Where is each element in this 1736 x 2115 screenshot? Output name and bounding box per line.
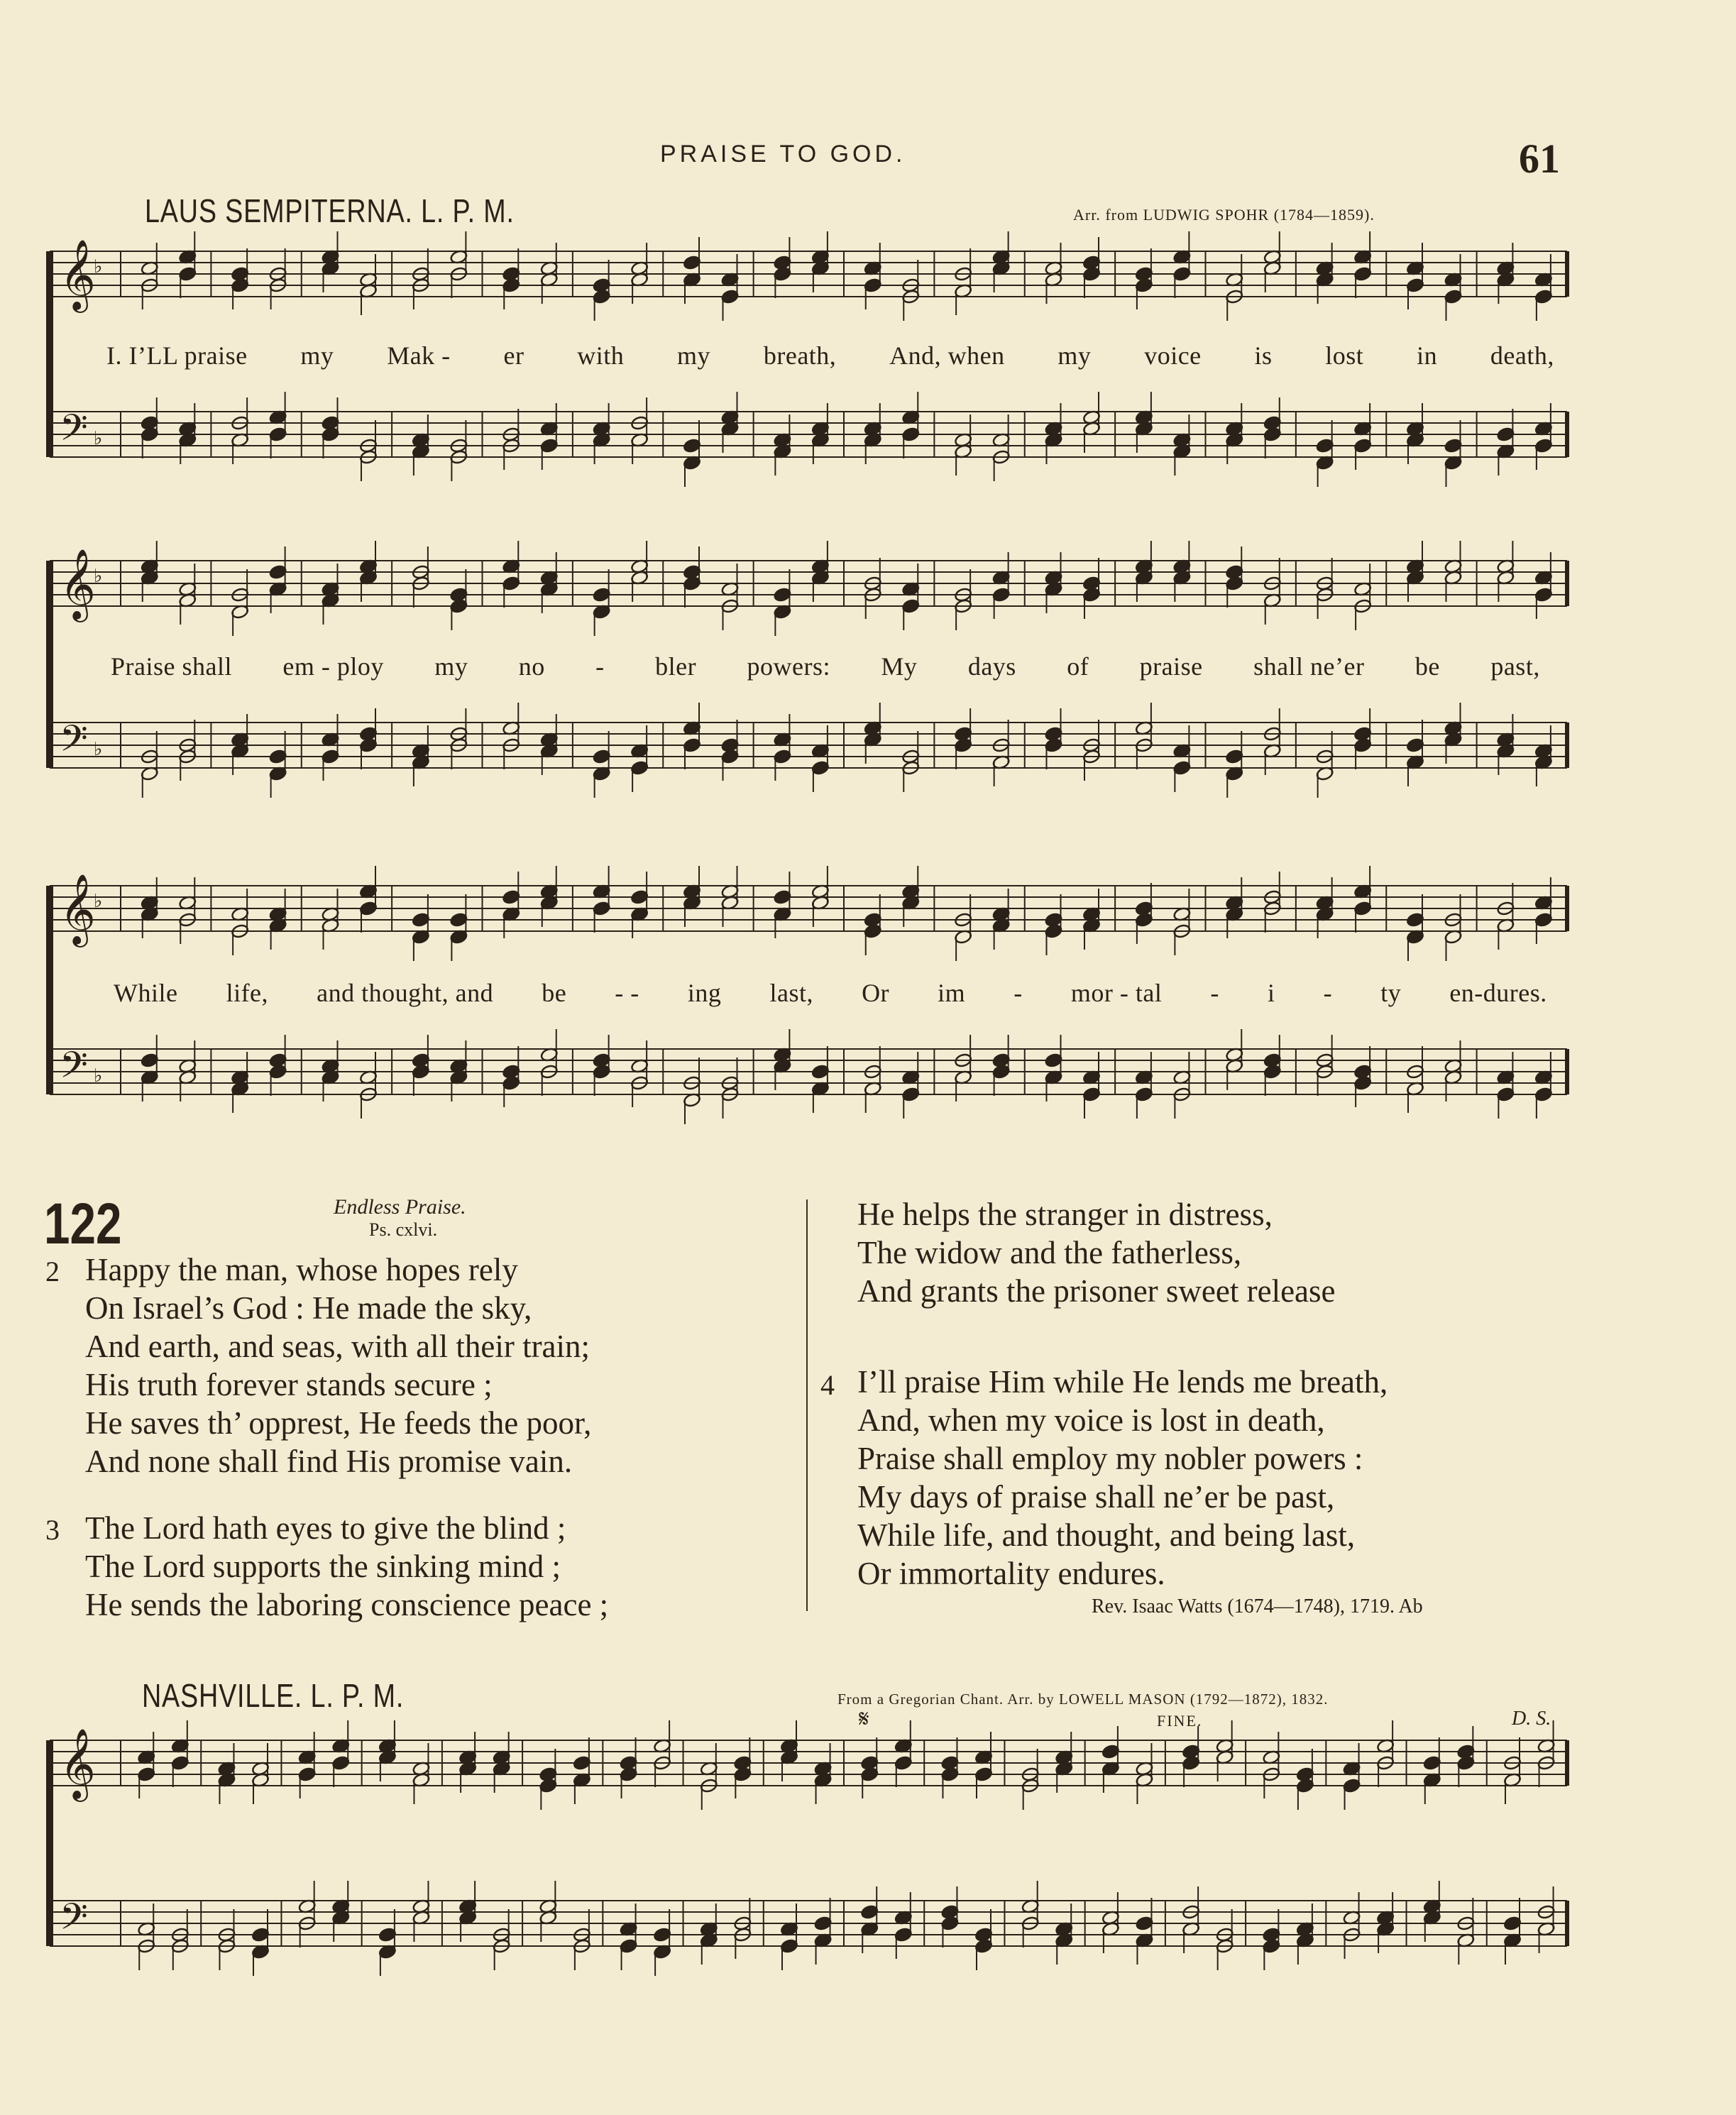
verse-lines bbox=[857, 1195, 1336, 1310]
tune-title-nashville: NASHVILLE. L. P. M. bbox=[142, 1677, 405, 1714]
lyric-line-1 bbox=[106, 341, 1554, 370]
verse-line: And, when my voice is lost in death, bbox=[857, 1402, 1325, 1438]
lyric-syllable: Praise shall bbox=[111, 652, 232, 681]
verse-line: I’ll praise Him while He lends me breath, bbox=[857, 1364, 1388, 1400]
lyric-syllable: breath, bbox=[763, 341, 837, 370]
lyric-syllable: ty bbox=[1380, 979, 1402, 1007]
lyric-syllable: im bbox=[938, 979, 966, 1007]
key-signature-flat-icon: ♭ bbox=[94, 256, 103, 278]
lyric-line-2 bbox=[111, 652, 1540, 681]
scripture-reference: Ps. cxlvi. bbox=[369, 1219, 438, 1240]
lyric-syllable: My bbox=[881, 652, 918, 681]
verse-line: He saves th’ opprest, He feeds the poor, bbox=[85, 1405, 592, 1441]
lyric-syllable: praise bbox=[1139, 652, 1203, 681]
verse-line: And none shall find His promise vain. bbox=[85, 1444, 573, 1479]
verse-line: Happy the man, whose hopes rely bbox=[85, 1252, 518, 1287]
verse-line: His truth forever stands secure ; bbox=[85, 1367, 493, 1402]
verse-line: My days of praise shall ne’er be past, bbox=[857, 1479, 1335, 1515]
lyric-syllable: powers: bbox=[747, 652, 830, 681]
bass-clef-icon: 𝄢 bbox=[60, 1895, 88, 1947]
lyric-syllable: my bbox=[300, 341, 334, 370]
lyric-syllable: be bbox=[1414, 652, 1440, 681]
lyric-syllable: bler bbox=[655, 652, 697, 681]
verse-line: The widow and the fatherless, bbox=[857, 1235, 1242, 1270]
fine-marking: FINE. bbox=[1157, 1712, 1203, 1730]
bass-clef-icon: 𝄢 bbox=[60, 406, 88, 458]
lyric-syllable: of bbox=[1067, 652, 1089, 681]
lyric-syllable: en-dures. bbox=[1449, 979, 1547, 1007]
verse-line: On Israel’s God : He made the sky, bbox=[85, 1290, 532, 1326]
lyric-syllable: And, when bbox=[889, 341, 1005, 370]
lyric-syllable: and thought, and bbox=[317, 979, 494, 1007]
verse-line: The Lord supports the sinking mind ; bbox=[85, 1549, 561, 1584]
lyric-syllable: voice bbox=[1144, 341, 1202, 370]
verse-line: And earth, and seas, with all their train; bbox=[85, 1329, 590, 1364]
treble-clef-icon: 𝄞 bbox=[60, 874, 96, 945]
treble-clef-icon: 𝄞 bbox=[60, 1728, 96, 1799]
lyric-syllable: in bbox=[1417, 341, 1438, 370]
bass-clef-icon: 𝄢 bbox=[60, 1043, 88, 1095]
verse-line: And grants the prisoner sweet release bbox=[857, 1273, 1336, 1309]
hymn-number: 122 bbox=[44, 1192, 122, 1256]
verse-number: 3 bbox=[45, 1514, 60, 1546]
tune-title-laus-sempiterna: LAUS SEMPITERNA. L. P. M. bbox=[145, 192, 515, 229]
lyric-syllable: my bbox=[434, 652, 468, 681]
verse-line: The Lord hath eyes to give the blind ; bbox=[85, 1510, 566, 1546]
lyric-syllable: ing bbox=[687, 979, 722, 1007]
lyric-syllable: mor - tal bbox=[1070, 979, 1163, 1007]
verse-line: He helps the stranger in distress, bbox=[857, 1197, 1273, 1232]
lyric-syllable: - - bbox=[615, 979, 639, 1007]
column-divider bbox=[806, 1199, 808, 1611]
key-signature-flat-icon: ♭ bbox=[94, 566, 103, 587]
hymn-title: Endless Praise. bbox=[334, 1195, 466, 1219]
verse-number: 4 bbox=[820, 1369, 835, 1401]
lyric-syllable: - bbox=[1323, 979, 1333, 1007]
verse-line: While life, and thought, and being last, bbox=[857, 1517, 1356, 1553]
lyric-syllable: - bbox=[595, 652, 605, 681]
lyric-syllable: death, bbox=[1490, 341, 1554, 370]
lyric-syllable: I. I’LL praise bbox=[106, 341, 248, 370]
lyric-syllable: life, bbox=[226, 979, 269, 1007]
da-segno-marking: D. S. bbox=[1512, 1708, 1551, 1730]
key-signature-flat-icon: ♭ bbox=[94, 1065, 103, 1087]
bass-clef-icon: 𝄢 bbox=[60, 717, 88, 769]
lyric-syllable: - bbox=[1210, 979, 1219, 1007]
verse-line: Praise shall employ my nobler powers : bbox=[857, 1441, 1363, 1476]
verse-lines bbox=[85, 1509, 608, 1624]
lyric-syllable: with bbox=[577, 341, 625, 370]
lyric-syllable: my bbox=[1057, 341, 1092, 370]
lyric-syllable: Or bbox=[862, 979, 890, 1007]
lyric-syllable: - bbox=[1013, 979, 1023, 1007]
running-title: PRAISE TO GOD. bbox=[660, 141, 906, 167]
key-signature-flat-icon: ♭ bbox=[94, 428, 103, 449]
lyric-syllable: past, bbox=[1490, 652, 1540, 681]
key-signature-flat-icon: ♭ bbox=[94, 891, 103, 912]
lyric-syllable: i bbox=[1268, 979, 1275, 1007]
lyric-syllable: While bbox=[114, 979, 178, 1007]
lyric-syllable: lost bbox=[1325, 341, 1364, 370]
tune-credit-mason: From a Gregorian Chant. Arr. by LOWELL MASON (1792—1872), 1832. bbox=[837, 1691, 1329, 1708]
page-number: 61 bbox=[1519, 136, 1560, 182]
lyric-syllable: em - ploy bbox=[282, 652, 384, 681]
lyric-syllable: er bbox=[503, 341, 524, 370]
tune-credit-spohr: Arr. from LUDWIG SPOHR (1784—1859). bbox=[1073, 206, 1375, 224]
lyric-syllable: is bbox=[1254, 341, 1273, 370]
verse-lines bbox=[857, 1363, 1388, 1593]
treble-clef-icon: 𝄞 bbox=[60, 239, 96, 310]
key-signature-flat-icon: ♭ bbox=[94, 739, 103, 760]
segno-sign: 𝄋 bbox=[859, 1706, 869, 1732]
lyric-line-3 bbox=[114, 978, 1547, 1008]
lyric-syllable: be bbox=[542, 979, 567, 1007]
verse-lines bbox=[85, 1251, 591, 1480]
author-attribution: Rev. Isaac Watts (1674—1748), 1719. Ab bbox=[1092, 1595, 1423, 1617]
lyric-syllable: days bbox=[967, 652, 1016, 681]
lyric-syllable: Mak - bbox=[387, 341, 451, 370]
lyric-syllable: last, bbox=[769, 979, 813, 1007]
verse-line: He sends the laboring conscience peace ; bbox=[85, 1587, 609, 1622]
verse-number: 2 bbox=[45, 1256, 60, 1287]
lyric-syllable: my bbox=[677, 341, 711, 370]
lyric-syllable: shall ne’er bbox=[1253, 652, 1365, 681]
verse-line: Or immortality endures. bbox=[857, 1556, 1165, 1591]
treble-clef-icon: 𝄞 bbox=[60, 549, 96, 620]
lyric-syllable: no bbox=[518, 652, 545, 681]
